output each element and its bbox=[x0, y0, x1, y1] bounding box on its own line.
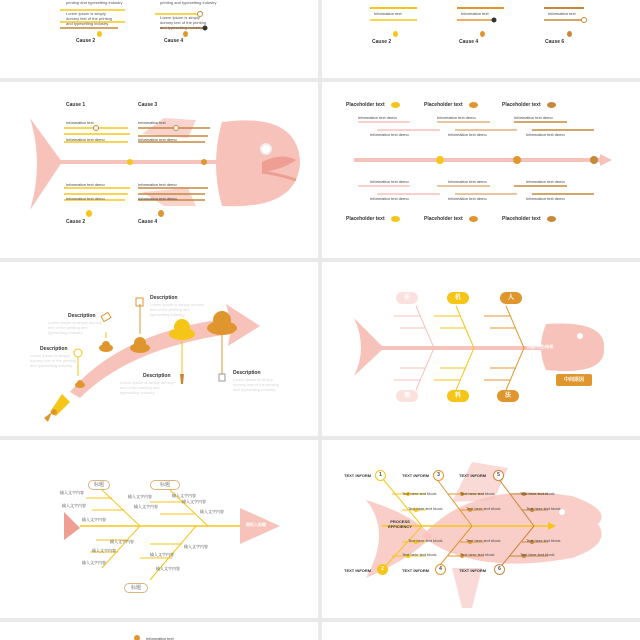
s7-label-bottom: 标题 bbox=[124, 583, 148, 593]
slide-10[interactable] bbox=[322, 622, 640, 640]
s4-info-4: Information text demo bbox=[370, 132, 409, 137]
s1-text-b: printing and typesetting industry bbox=[160, 0, 217, 5]
s4-badge-6 bbox=[547, 216, 556, 222]
s5-desc-1: Description bbox=[68, 313, 96, 319]
s4-placeholder-6: Placeholder text bbox=[502, 216, 541, 222]
s8-node-3: 3 bbox=[433, 470, 444, 481]
s7-label-top-2: 标题 bbox=[150, 480, 180, 490]
s6-fish-graphic bbox=[322, 262, 640, 436]
s5-desc-4: Description bbox=[143, 373, 171, 379]
slide-2[interactable] bbox=[322, 0, 640, 78]
s8-node-6: 6 bbox=[494, 564, 505, 575]
s4-info-1: Information text demo bbox=[358, 115, 397, 120]
s8-item-10: Text here text block bbox=[402, 552, 437, 557]
s3-cause-1: Cause 1 bbox=[66, 102, 86, 108]
s2-dot-6 bbox=[567, 31, 572, 37]
s4-info-5: Information text demo bbox=[448, 132, 487, 137]
s6-top-2: 人 bbox=[500, 292, 522, 304]
s5-ghost-1: Lorem Ipsum is simply dummy text of the printing and typesetting industry. bbox=[48, 320, 103, 335]
s1-cause-4: Cause 4 bbox=[164, 38, 184, 44]
s7-input-4: 输入文字内容 bbox=[62, 503, 86, 508]
s3-fish-graphic bbox=[0, 82, 318, 258]
s2-dot-2 bbox=[393, 31, 398, 37]
s4-badge-4 bbox=[391, 216, 400, 222]
s7-input-8: 输入文字内容 bbox=[200, 509, 224, 514]
slide-9[interactable] bbox=[0, 622, 318, 640]
s2-info-1: Information text bbox=[374, 11, 402, 16]
s6-ghost-bottom: 测 bbox=[396, 390, 418, 402]
s8-item-1: Text here text block bbox=[402, 491, 437, 496]
s8-node-4: 4 bbox=[435, 564, 446, 575]
s5-desc-2: Description bbox=[150, 295, 178, 301]
s7-input-12: 输入文字内容 bbox=[150, 552, 174, 557]
s2-cause-6: Cause 6 bbox=[545, 39, 565, 45]
s4-badge-3 bbox=[547, 102, 556, 108]
s8-inform-5: TEXT INFORM bbox=[402, 568, 430, 573]
s1-dot-2 bbox=[97, 31, 102, 37]
s8-inform-3: TEXT INFORM bbox=[459, 473, 487, 478]
s4-lines bbox=[322, 82, 640, 258]
s6-spine-label: 问题/特性/结果 bbox=[527, 344, 554, 349]
s8-fish-graphic bbox=[322, 440, 640, 618]
s2-info-3: Information text bbox=[548, 11, 576, 16]
s8-item-12: Text here text block bbox=[520, 552, 555, 557]
s3-dot-2 bbox=[86, 210, 92, 217]
s8-inform-4: TEXT INFORM bbox=[344, 568, 372, 573]
s3-cause-3: Cause 3 bbox=[138, 102, 158, 108]
s8-item-11: Text here text block bbox=[460, 552, 495, 557]
s3-info-demo-5: Information text demo bbox=[138, 182, 177, 187]
s3-dot-4 bbox=[158, 210, 164, 217]
s1-text-a: printing and typesetting industry bbox=[66, 0, 123, 5]
s6-bottom-1: 料 bbox=[447, 390, 469, 402]
s4-placeholder-5: Placeholder text bbox=[424, 216, 463, 222]
s9-dot bbox=[134, 635, 140, 640]
s3-info-demo-1: Information text demo bbox=[66, 137, 105, 142]
s4-badge-1 bbox=[391, 102, 400, 108]
s8-node-5: 5 bbox=[493, 470, 504, 481]
s8-item-2: Text here text block bbox=[460, 491, 495, 496]
s8-center-label: PROCESS EFFICIENCY bbox=[388, 519, 412, 529]
s4-placeholder-2: Placeholder text bbox=[424, 102, 463, 108]
s4-placeholder-1: Placeholder text bbox=[346, 102, 385, 108]
s4-info-9: Information text demo bbox=[526, 179, 565, 184]
s8-inform-1: TEXT INFORM bbox=[344, 473, 372, 478]
s1-lorem-b: Lorem Ipsum is simply dummy text of the printing and typesetting industry. bbox=[160, 15, 207, 30]
s2-dot-4 bbox=[480, 31, 485, 37]
s8-node-2: 2 bbox=[377, 564, 388, 575]
s2-cause-4: Cause 4 bbox=[459, 39, 479, 45]
s3-info-text-1: Information text bbox=[66, 120, 94, 125]
s2-info-2: Information text bbox=[461, 11, 489, 16]
s4-badge-5 bbox=[469, 216, 478, 222]
s4-info-10: Information text demo bbox=[370, 196, 409, 201]
s8-item-4: Text here text block bbox=[408, 506, 443, 511]
s3-info-demo-2: Information text demo bbox=[138, 137, 177, 142]
s1-lorem-a: Lorem Ipsum is simply dummy text of the printing and typesetting industry. bbox=[66, 11, 113, 26]
s3-info-demo-3: Information text demo bbox=[66, 182, 105, 187]
s6-ghost-top: 环 bbox=[396, 292, 418, 304]
s4-info-6: Information text demo bbox=[526, 132, 565, 137]
s7-input-2: 输入文字内容 bbox=[128, 494, 152, 499]
s7-input-10: 输入文字内容 bbox=[184, 544, 208, 549]
slide-1[interactable] bbox=[0, 0, 318, 78]
s6-tag: 中间原因 bbox=[556, 374, 592, 386]
s7-input-6: 输入文字内容 bbox=[182, 499, 206, 504]
s4-info-8: Information text demo bbox=[448, 179, 487, 184]
s7-input-3: 输入文字内容 bbox=[172, 493, 196, 498]
slide-6[interactable] bbox=[322, 262, 640, 436]
slide-7[interactable] bbox=[0, 440, 318, 618]
s4-placeholder-3: Placeholder text bbox=[502, 102, 541, 108]
s4-badge-2 bbox=[469, 102, 478, 108]
s5-desc-5: Description bbox=[233, 370, 261, 376]
s8-inform-6: TEXT INFORM bbox=[459, 568, 487, 573]
s4-info-12: Information text demo bbox=[526, 196, 565, 201]
slide-1-lines bbox=[0, 0, 318, 78]
s4-info-7: Information text demo bbox=[370, 179, 409, 184]
s5-ghost-5: Lorem Ipsum is simply dummy text of the printing and typesetting industry. bbox=[233, 377, 280, 392]
s7-bones bbox=[0, 440, 318, 618]
s8-item-8: Text here text block bbox=[466, 538, 501, 543]
s3-info-text-2: Information text bbox=[138, 120, 166, 125]
s7-input-9: 输入文字内容 bbox=[110, 539, 134, 544]
s8-item-3: Text here text block bbox=[520, 491, 555, 496]
s3-cause-2: Cause 2 bbox=[66, 219, 86, 225]
s3-info-demo-4: Information text demo bbox=[66, 196, 105, 201]
s9-partial-text: Information text bbox=[146, 636, 174, 640]
s1-dot-4 bbox=[183, 31, 188, 37]
slide-8[interactable] bbox=[322, 440, 640, 618]
s6-bottom-2: 法 bbox=[497, 390, 519, 402]
s8-item-5: Text here text block bbox=[466, 506, 501, 511]
slide-5[interactable] bbox=[0, 262, 318, 436]
s5-ghost-2: Lorem Ipsum is simply dummy text of the printing and typesetting industry. bbox=[150, 302, 205, 317]
s6-top-1: 机 bbox=[447, 292, 469, 304]
s8-item-6: Text here text block bbox=[526, 506, 561, 511]
s7-input-5: 输入文字内容 bbox=[134, 504, 158, 509]
s1-cause-2: Cause 2 bbox=[76, 38, 96, 44]
s7-label-top-1: 标题 bbox=[88, 480, 110, 490]
s8-item-9: Text here text block bbox=[526, 538, 561, 543]
s2-cause-2: Cause 2 bbox=[372, 39, 392, 45]
slide-3[interactable] bbox=[0, 82, 318, 258]
s8-inform-2: TEXT INFORM bbox=[402, 473, 430, 478]
s8-item-7: Text here text block bbox=[408, 538, 443, 543]
s7-input-11: 输入文字内容 bbox=[92, 548, 116, 553]
s7-head-label: 图标入标题 bbox=[246, 522, 266, 527]
s4-info-2: Information text demo bbox=[437, 115, 476, 120]
s4-placeholder-4: Placeholder text bbox=[346, 216, 385, 222]
s7-input-1: 输入文字内容 bbox=[60, 490, 84, 495]
s7-input-14: 输入文字内容 bbox=[156, 566, 180, 571]
s7-input-7: 输入文字内容 bbox=[82, 517, 106, 522]
s4-info-3: Information text demo bbox=[514, 115, 553, 120]
slide-4[interactable] bbox=[322, 82, 640, 258]
s5-ghost-4: Lorem Ipsum is simply dummy text of the printing and typesetting industry. bbox=[120, 380, 175, 395]
s3-cause-4: Cause 4 bbox=[138, 219, 158, 225]
s8-node-1: 1 bbox=[375, 470, 386, 481]
s4-info-11: Information text demo bbox=[448, 196, 487, 201]
s7-input-13: 输入文字内容 bbox=[82, 560, 106, 565]
s5-desc-3: Description bbox=[40, 346, 68, 352]
s5-ghost-3: Lorem Ipsum is simply dummy text of the printing and typesetting industry. bbox=[30, 353, 77, 368]
s3-info-demo-6: Information text demo bbox=[138, 196, 177, 201]
